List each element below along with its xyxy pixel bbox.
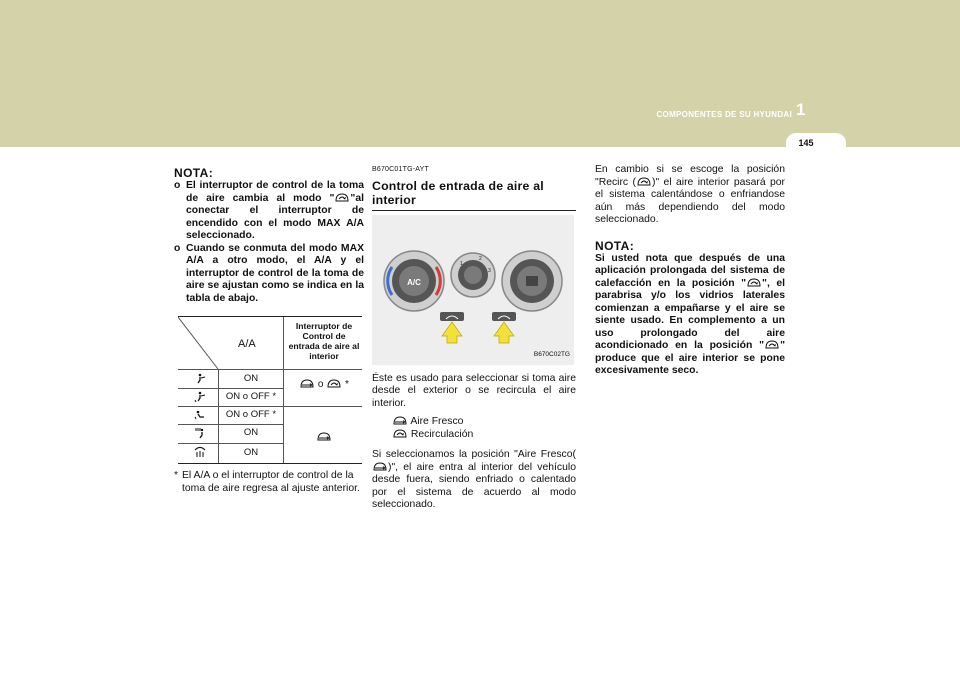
- header-band: [0, 0, 960, 147]
- table-cell-aa: ON: [243, 427, 259, 438]
- recirculation-icon: [334, 193, 350, 202]
- fresh-air-icon: [316, 432, 332, 441]
- nota-heading: NOTA:: [174, 166, 214, 180]
- table-control-fresh: [286, 427, 362, 445]
- footnote-mark: *: [174, 470, 179, 481]
- option-fresh: [372, 416, 576, 429]
- asterisk: *: [345, 379, 349, 390]
- option-fresh-label: Aire Fresco: [410, 416, 464, 428]
- nota-paragraph: Si usted nota que después de una aplicación prolongada del sistema de calefacción en la posición " ", el parabrisa y/o los vidrios laterales comienzan a empañarse y el aire se siente usado. En complemento a un uso prolongado del aire acondicionado en la posición " " produce que el aire interior se pone excesivamente seco.: [595, 252, 785, 376]
- nota-bullet-2: [174, 243, 364, 306]
- column-nota: [174, 166, 364, 305]
- footnote-text: El A/A o el interruptor de control de la toma de aire regresa al ajuste anterior.: [182, 470, 360, 494]
- chapter-number: 1: [796, 100, 806, 119]
- bullet-text: El interruptor de control de la toma de aire cambia al modo ": [186, 180, 364, 204]
- climate-control-photo: [372, 215, 574, 365]
- column-recirc: [595, 164, 785, 378]
- title-rule: [372, 210, 576, 211]
- table-header-aa: A/A: [238, 338, 256, 350]
- table-header-control: Interruptor de Control de entrada de aire al interior: [288, 321, 360, 361]
- option-recirc-label: Recirculación: [410, 428, 474, 440]
- fresh-air-paragraph: Si seleccionamos la posición "Aire Fresco( )", el aire entra al interior del vehículo desde fuera, siendo enfriado o calentado por el sistema de acuerdo al modo seleccionado.: [372, 449, 576, 511]
- recirculation-icon: [764, 340, 780, 349]
- fresh-air-icon: [392, 416, 408, 425]
- table-footnote: [174, 470, 364, 495]
- floor-defrost-icon: [194, 427, 206, 439]
- bullet-mark: o: [174, 242, 181, 254]
- fresh-air-icon: [372, 462, 388, 471]
- svg-text:3: 3: [488, 267, 491, 274]
- option-recirc: [372, 429, 576, 442]
- table-cell-aa: ON: [243, 373, 259, 384]
- section-code: B670C01TG-AYT: [372, 166, 429, 173]
- recirculation-icon: [636, 177, 652, 186]
- fresh-air-icon: [299, 379, 315, 388]
- recirc-paragraph: En cambio si se escoge la posición "Recirc ( )" el aire interior pasará por el sistema calentándose o enfriandose aún más dependiendo del modo seleccionado.: [595, 164, 786, 225]
- section-title: Control de entrada de aire al interior: [372, 178, 544, 207]
- or-text: o: [317, 379, 324, 390]
- page-number: 145: [798, 138, 814, 148]
- svg-text:1: 1: [460, 260, 463, 267]
- bullet-mark: o: [174, 180, 181, 191]
- face-vent-icon: [194, 373, 206, 385]
- climate-knobs-illustration: [372, 215, 574, 365]
- image-code: B670C02TG: [533, 351, 570, 359]
- defrost-icon: [194, 446, 206, 458]
- nota-bullet-1: [174, 180, 364, 243]
- bi-level-vent-icon: [194, 391, 206, 403]
- bullet-text: Cuando se conmuta del modo MAX A/A a otro modo, el A/A y el interruptor de control de la toma de aire se ajustan como se indica en la tabla de abajo.: [186, 242, 364, 304]
- svg-text:A/C: A/C: [407, 277, 421, 287]
- recirculation-icon: [326, 379, 342, 388]
- recirculation-icon: [746, 278, 762, 287]
- table-cell-aa: ON o OFF *: [225, 391, 277, 402]
- intro-paragraph: Éste es usado para seleccionar si toma aire desde el exterior o se recircula el aire interior.: [372, 372, 576, 409]
- bullet-text-cont: "al conectar el interruptor de encendido con el modo MAX A/A seleccionado.: [186, 192, 364, 241]
- nota-heading: NOTA:: [595, 238, 635, 253]
- svg-text:2: 2: [479, 255, 482, 262]
- chapter-title: COMPONENTES DE SU HYUNDAI: [656, 110, 792, 119]
- table-cell-aa: ON: [243, 447, 259, 458]
- table-diagonal: [178, 317, 284, 370]
- floor-vent-icon: [194, 409, 206, 421]
- column-air-intake: [372, 164, 576, 512]
- table-control-fresh-or-recirc: [286, 379, 362, 390]
- ac-mode-table: [178, 316, 362, 464]
- table-cell-aa: ON o OFF *: [225, 409, 277, 420]
- recirculation-icon: [392, 429, 408, 438]
